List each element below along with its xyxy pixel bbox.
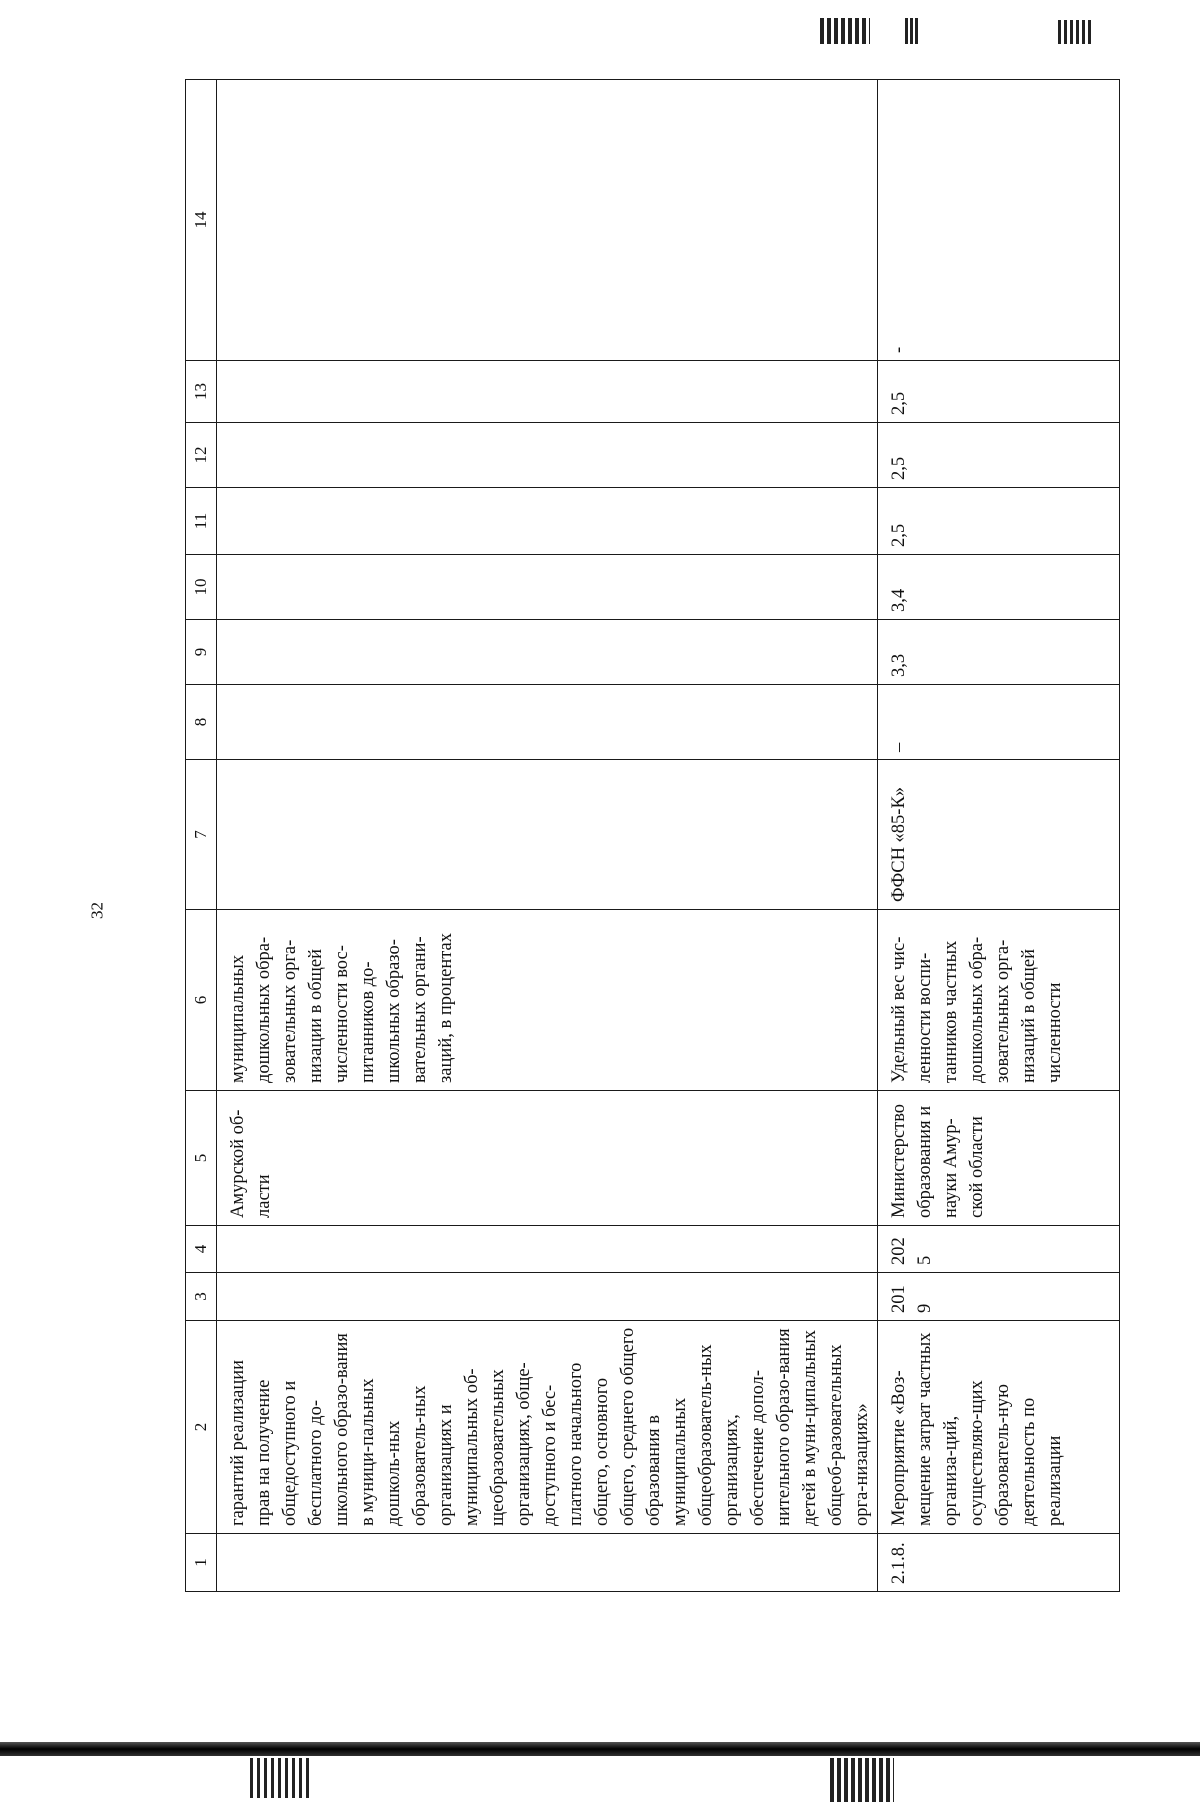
cell-value: 2,5 — [878, 361, 1120, 423]
table-row — [878, 80, 1120, 1592]
cell-value — [217, 620, 878, 685]
cell-value: 3,3 — [878, 620, 1120, 685]
cell-number — [217, 1534, 878, 1592]
cell-value: - — [878, 80, 1120, 361]
table-row — [217, 80, 878, 1592]
column-number: 11 — [186, 488, 217, 555]
column-number: 2 — [186, 1321, 217, 1534]
cell-source — [217, 760, 878, 910]
scan-mark-top-right-1 — [820, 18, 870, 44]
cell-value — [217, 555, 878, 620]
cell-responsible: Амурской об-ласти — [217, 1091, 878, 1226]
scan-mark-bottom-right — [830, 1758, 894, 1802]
cell-value: 3,4 — [878, 555, 1120, 620]
column-number: 9 — [186, 620, 217, 685]
column-number-row — [186, 80, 217, 1592]
column-number: 8 — [186, 685, 217, 760]
cell-value — [217, 488, 878, 555]
column-number: 12 — [186, 423, 217, 488]
cell-value — [217, 80, 878, 361]
column-number: 7 — [186, 760, 217, 910]
cell-value — [217, 361, 878, 423]
cell-indicator: Удельный вес чис-ленности воспи-танников частных дошкольных обра-зовательных орга-низаций в общей численности — [878, 910, 1120, 1091]
cell-value: – — [878, 685, 1120, 760]
scan-mark-top-right-2 — [905, 18, 919, 44]
cell-end-year: 2025 — [878, 1226, 1120, 1273]
page-number: 32 — [87, 902, 107, 919]
cell-responsible: Министерство образования и науки Амур-ской области — [878, 1091, 1120, 1226]
column-number: 14 — [186, 80, 217, 361]
column-number: 4 — [186, 1226, 217, 1273]
cell-start-year — [217, 1273, 878, 1321]
scan-edge-bar — [0, 1742, 1200, 1756]
column-number: 10 — [186, 555, 217, 620]
column-number: 3 — [186, 1273, 217, 1321]
scan-mark-top-left — [1058, 20, 1092, 44]
cell-indicator: муниципальных дошкольных обра-зовательных орга-низации в общей численности вос-питанников до-школьных образо-вательных органи-заций, в процентах — [217, 910, 878, 1091]
column-number: 5 — [186, 1091, 217, 1226]
indicators-table — [185, 79, 1120, 1592]
rotated-table-container — [185, 80, 1120, 1592]
cell-start-year: 2019 — [878, 1273, 1120, 1321]
cell-end-year — [217, 1226, 878, 1273]
cell-value — [217, 685, 878, 760]
cell-source: ФФСН «85-К» — [878, 760, 1120, 910]
column-number: 6 — [186, 910, 217, 1091]
cell-value: 2,5 — [878, 423, 1120, 488]
cell-number: 2.1.8. — [878, 1534, 1120, 1592]
cell-event-name: гарантий реализации прав на получение общедоступного и бесплатного до-школьного образо-вания в муници-пальных дошколь-ных образователь-ных организациях и муниципальных об-щеобразовательных организациях, обще-доступного и бес-платного начального общего, основного общего, среднего общего образования в муниципальных общеобразователь-ных организациях, обеспечение допол-нительного образо-вания детей в муни-ципальных общеоб-разовательных орга-низациях» — [217, 1321, 878, 1534]
cell-value: 2,5 — [878, 488, 1120, 555]
column-number: 13 — [186, 361, 217, 423]
cell-event-name: Мероприятие «Воз-мещение затрат частных организа-ций, осуществляю-щих образователь-ную деятельность по реализации — [878, 1321, 1120, 1534]
column-number: 1 — [186, 1534, 217, 1592]
scan-mark-bottom-left — [250, 1758, 310, 1798]
cell-value — [217, 423, 878, 488]
